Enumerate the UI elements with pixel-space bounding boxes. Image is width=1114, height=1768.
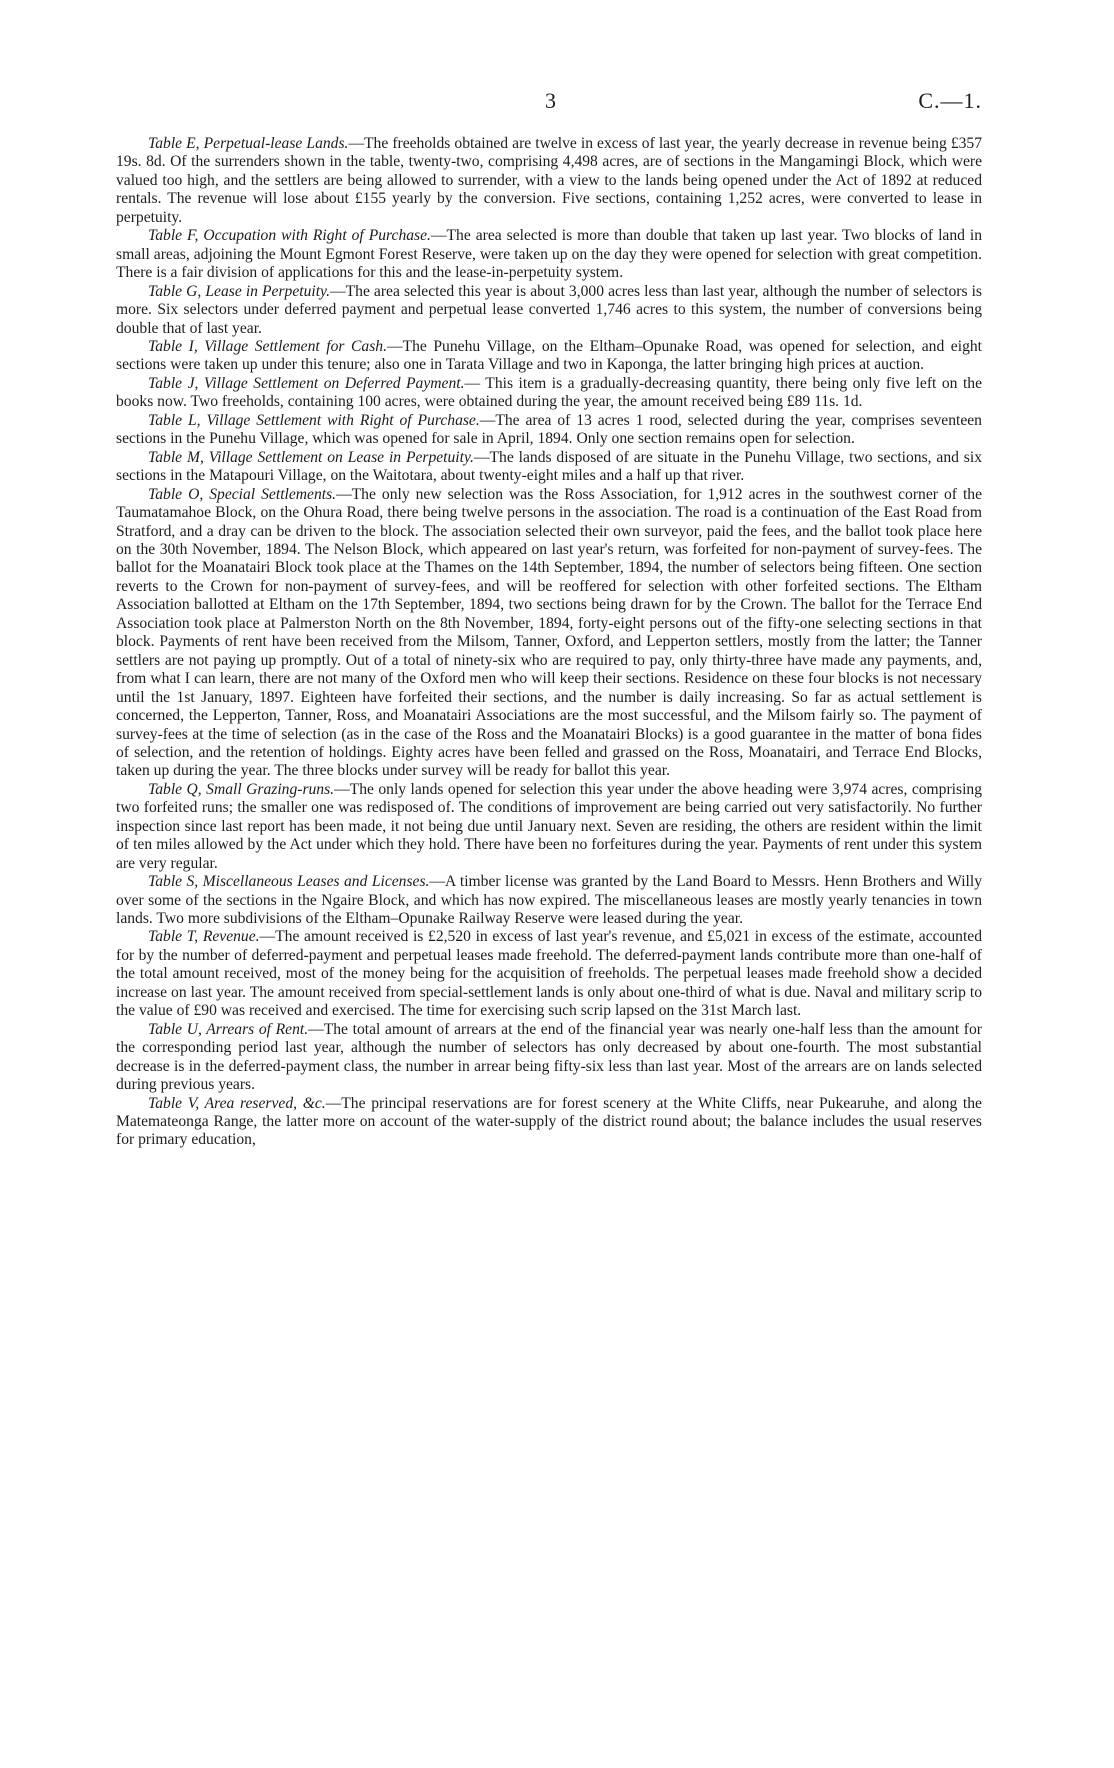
paragraph-text: —The principal reservations are for forest scenery at the White Cliffs, near Pukearuhe, and along the Matemateonga Range, the latter more on account of the water-supply of the district round about; the balance includes the usual reserves for primary education, — [116, 1094, 982, 1149]
paragraph-table-e — [116, 135, 982, 227]
page-number: 3 — [545, 88, 556, 113]
paragraph-text: —The freeholds obtained are twelve in excess of last year, the yearly decrease in revenue being £357 19s. 8d. Of the surrenders shown in the table, twenty-two, comprising 4,498 acres, are of sections in the Mangamingi Block, which were valued too high, and the settlers are being allowed to surrender, with a view to the lands being opened under the Act of 1892 at reduced rentals. The revenue will lose about £155 yearly by the conversion. Five sections, containing 1,252 acres, were converted to lease in perpetuity. — [116, 135, 983, 226]
paragraph-title: Table J, Village Settlement on Deferred Payment. — [148, 374, 465, 392]
paragraph-text: —The area of 13 acres 1 rood, selected during the year, comprises seventeen sections in the Punehu Village, which was opened for sale in April, 1894. Only one section remains open for selection. — [116, 411, 982, 448]
paragraph-title: Table Q, Small Grazing-runs. — [148, 780, 335, 798]
paragraph-text: —The Punehu Village, on the Eltham–Opunake Road, was opened for selection, and eight sections were taken up under this tenure; also one in Tarata Village and two in Kaponga, the latter bringing high prices at auction. — [116, 337, 982, 374]
paragraph-title: Table G, Lease in Perpetuity. — [148, 282, 331, 300]
document-reference: C.—1. — [918, 88, 982, 113]
paragraph-table-i — [116, 338, 982, 375]
paragraph-title: Table V, Area reserved, &c. — [148, 1094, 326, 1112]
paragraph-table-o — [116, 486, 982, 781]
paragraph-text: —A timber license was granted by the Land Board to Messrs. Henn Brothers and Willy over some of the sections in the Ngaire Block, and which has now expired. The miscellaneous leases are mostly yearly tenancies in town lands. Two more subdivisions of the Eltham–Opunake Railway Reserve were leased during the year. — [116, 873, 983, 928]
paragraph-title: Table S, Miscellaneous Leases and Licenses. — [148, 873, 430, 891]
paragraph-title: Table O, Special Settlements. — [148, 485, 337, 503]
paragraph-text: —The area selected this year is about 3,000 acres less than last year, although the number of selectors is more. Six selectors under deferred payment and perpetual lease converted 1,746 acres to this system, the number of conversions being double that of last year. — [116, 282, 982, 337]
paragraph-title: Table E, Perpetual-lease Lands. — [148, 135, 349, 152]
page-header — [0, 88, 1114, 118]
paragraph-table-u — [116, 1021, 982, 1095]
paragraph-table-q — [116, 781, 982, 873]
paragraph-text: —The only lands opened for selection this year under the above heading were 3,974 acres, comprising two forfeited runs; the smaller one was redisposed of. The conditions of improvement are being carried out very satisfactorily. No further inspection since last report has been made, it not being due until January next. Seven are residing, the others are resident within the limit of ten miles allowed by the Act under which they hold. There have been no forfeitures during the year. Payments of rent under this system are very regular. — [116, 780, 982, 872]
paragraph-table-f — [116, 227, 982, 282]
paragraph-title: Table T, Revenue. — [148, 928, 260, 946]
paragraph-text: —The amount received is £2,520 in excess of last year's revenue, and £5,021 in excess of the estimate, accounted for by the number of deferred-payment and perpetual leases made freehold. The deferred-payment lands contribute more than one-half of the total amount received, most of the money being for the acquisition of freeholds. The perpetual leases made freehold show a decided increase on last year. The amount received from special-settlement lands is only about one-third of what is due. Naval and military scrip to the value of £90 was received and exercised. The time for exercising such scrip lapsed on the 31st March last. — [116, 928, 982, 1020]
paragraph-text: — This item is a gradually-decreasing quantity, there being only five left on the books now. Two freeholds, containing 100 acres, were obtained during the year, the amount received being £89 11s. 1d. — [116, 374, 982, 411]
paragraph-table-s — [116, 873, 982, 928]
paragraph-text: —The area selected is more than double that taken up last year. Two blocks of land in small areas, adjoining the Mount Egmont Forest Reserve, were taken up on the day they were opened for selection with great competition. There is a fair division of applications for this and the lease-in-perpetuity system. — [116, 227, 982, 282]
paragraph-table-g — [116, 283, 982, 338]
paragraph-title: Table F, Occupation with Right of Purchase. — [148, 227, 431, 245]
paragraph-text: —The lands disposed of are situate in the Punehu Village, two sections, and six sections in the Matapouri Village, on the Waitotara, about twenty-eight miles and a half up that river. — [116, 448, 982, 485]
paragraph-table-j — [116, 375, 982, 412]
paragraph-title: Table I, Village Settlement for Cash. — [148, 337, 387, 355]
paragraph-table-t — [116, 928, 982, 1020]
report-body — [116, 135, 982, 1150]
paragraph-title: Table L, Village Settlement with Right of Purchase. — [148, 411, 480, 429]
paragraph-title: Table M, Village Settlement on Lease in Perpetuity. — [148, 448, 474, 466]
paragraph-table-l — [116, 412, 982, 449]
paragraph-title: Table U, Arrears of Rent. — [148, 1020, 309, 1038]
paragraph-text: —The only new selection was the Ross Association, for 1,912 acres in the southwest corner of the Taumatamahoe Block, on the Ohura Road, there being twelve persons in the association. The road is a continuation of the East Road from Stratford, and a dray can be driven to the block. The association selected their own surveyor, paid the fees, and the ballot took place here on the 30th November, 1894. The Nelson Block, which appeared on last year's return, was forfeited for non-payment of survey-fees. The ballot for the Moanatairi Block took place at the Thames on the 14th September, 1894, the number of selectors being fifteen. One section reverts to the Crown for non-payment of survey-fees, and will be reoffered for selection with other forfeited sections. The Eltham Association ballotted at Eltham on the 17th September, 1894, two sections being drawn for by the Crown. The ballot for the Terrace End Association took place at Palmerston North on the 8th November, 1894, forty-eight persons out of the fifty-one selecting sections in that block. Payments of rent have been received from the Milsom, Tanner, Oxford, and Lepperton settlers, mostly from the latter; the Tanner settlers are not paying up promptly. Out of a total of ninety-six who are required to pay, only thirty-three have made any payments, and, from what I can learn, there are not many of the Oxford men who will keep their sections. Residence on these four blocks is not necessary until the 1st January, 1897. Eighteen have forfeited their sections, and the number is daily increasing. So far as actual settlement is concerned, the Lepperton, Tanner, Ross, and Moanatairi Associations are the most successful, and the Milsom fairly so. The payment of survey-fees at the time of selection (as in the case of the Ross and the Moanatairi Blocks) is a good guarantee in the matter of bona fides of selection, and the retention of holdings. Eighty acres have been felled and grassed on the Ross, Moanatairi, and Terrace End Blocks, taken up during the year. The three blocks under survey will be ready for ballot this year. — [116, 485, 982, 780]
paragraph-table-v — [116, 1095, 982, 1150]
paragraph-table-m — [116, 449, 982, 486]
paragraph-text: —The total amount of arrears at the end of the financial year was nearly one-half less than the amount for the corresponding period last year, although the number of selectors has only decreased by about one-fourth. The most substantial decrease is in the deferred-payment class, the number in arrear being fifty-six less than last year. Most of the arrears are on lands selected during previous years. — [116, 1020, 982, 1094]
